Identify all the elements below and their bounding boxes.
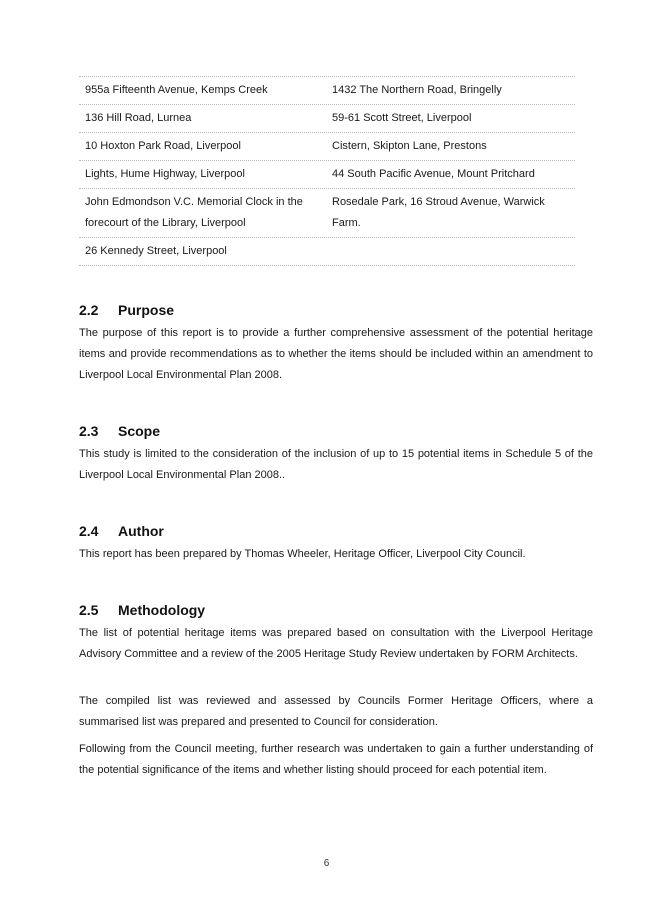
purpose-paragraph: The purpose of this report is to provide a further comprehensive assessment of the potential heritage items and provide recommendations as to whether the items should be included within an amendment to Liverpool Local Environmental Plan 2008.: [79, 327, 593, 381]
section-number: 2.4: [79, 523, 99, 539]
table-cell: Cistern, Skipton Lane, Prestons: [332, 140, 487, 152]
table-cell: John Edmondson V.C. Memorial Clock in the forecourt of the Library, Liverpool: [85, 196, 303, 229]
section-title: Purpose: [118, 302, 175, 318]
page-number: 6: [323, 858, 330, 869]
table-cell: [326, 238, 575, 265]
table-cell: Rosedale Park, 16 Stroud Avenue, Warwick Farm.: [332, 196, 545, 229]
table-row: [79, 161, 575, 189]
table-row: [79, 133, 575, 161]
section-title: Author: [118, 523, 164, 539]
addresses-table: [79, 76, 575, 266]
author-paragraph: This report has been prepared by Thomas Wheeler, Heritage Officer, Liverpool City Council.: [79, 548, 526, 560]
section-number: 2.3: [79, 423, 99, 439]
table-cell: 59-61 Scott Street, Liverpool: [332, 112, 472, 124]
table-row: [79, 105, 575, 133]
section-heading-purpose: [79, 302, 174, 318]
table-cell: 10 Hoxton Park Road, Liverpool: [85, 140, 241, 152]
methodology-paragraph: The list of potential heritage items was prepared based on consultation with the Liverpool Heritage Advisory Committee and a review of the 2005 Heritage Study Review undertaken by FORM Architects.: [79, 627, 593, 660]
methodology-paragraph: The compiled list was reviewed and assessed by Councils Former Heritage Officers, where a summarised list was prepared and presented to Council for consideration.: [79, 695, 593, 728]
section-heading-author: [79, 523, 164, 539]
table-cell: 136 Hill Road, Lurnea: [85, 112, 192, 124]
methodology-paragraph: Following from the Council meeting, further research was undertaken to gain a further understanding of the potential significance of the items and whether listing should proceed for each potential item.: [79, 743, 593, 776]
table-cell: Lights, Hume Highway, Liverpool: [85, 168, 245, 180]
table-row: [79, 189, 575, 238]
section-heading-scope: [79, 423, 160, 439]
section-title: Methodology: [118, 602, 206, 618]
table-row: [79, 77, 575, 105]
table-cell: 955a Fifteenth Avenue, Kemps Creek: [85, 84, 268, 96]
section-number: 2.2: [79, 302, 99, 318]
scope-paragraph: This study is limited to the consideration of the inclusion of up to 15 potential items in Schedule 5 of the Liverpool Local Environmental Plan 2008..: [79, 448, 593, 481]
table-cell: 26 Kennedy Street, Liverpool: [85, 245, 227, 257]
table-row: [79, 238, 575, 266]
section-title: Scope: [118, 423, 161, 439]
table-cell: 44 South Pacific Avenue, Mount Pritchard: [332, 168, 535, 180]
section-number: 2.5: [79, 602, 99, 618]
table-cell: 1432 The Northern Road, Bringelly: [332, 84, 502, 96]
section-heading-methodology: [79, 602, 205, 618]
